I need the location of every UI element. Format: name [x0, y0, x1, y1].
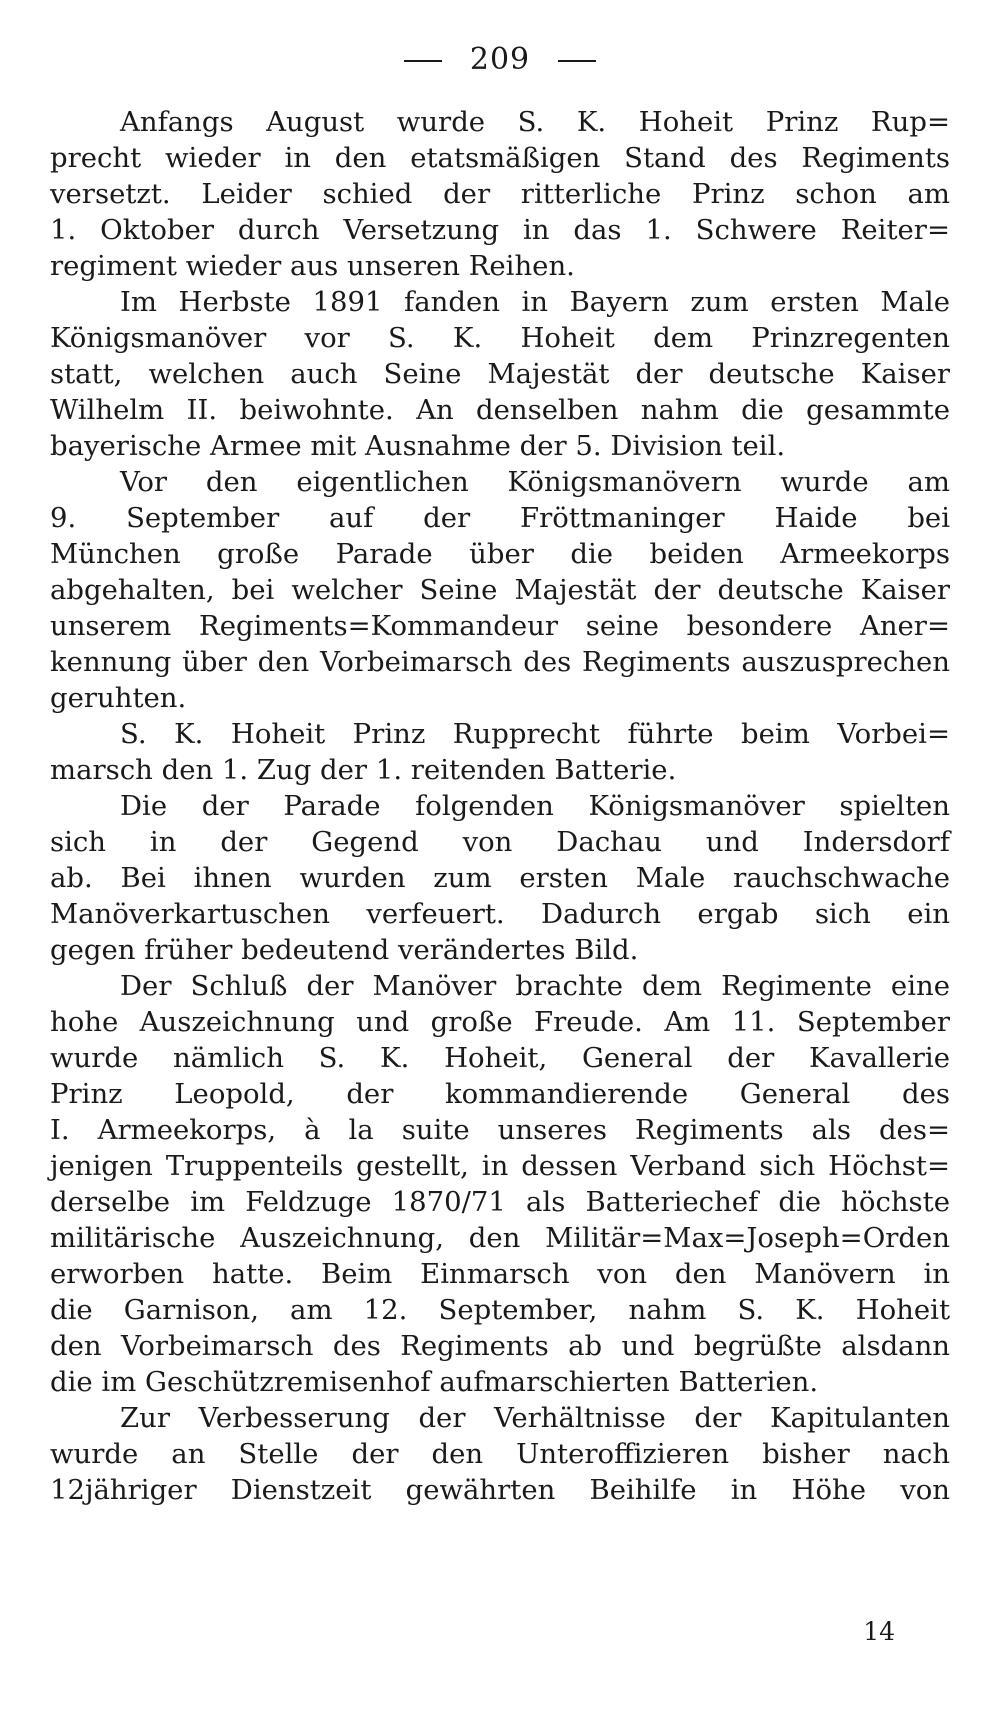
text-line: geruhten. — [50, 682, 187, 714]
text-line: ab. Bei ihnen wurden zum ersten Male rauchschwache — [50, 862, 950, 894]
text-line: S. K. Hoheit Prinz Rupprecht führte beim Vorbei= — [120, 718, 950, 750]
text-line: 12jähriger Dienstzeit gewährten Beihilfe in Höhe von — [50, 1474, 950, 1506]
text-line: statt, welchen auch Seine Majestät der deutsche Kaiser — [50, 358, 950, 390]
text-line: precht wieder in den etatsmäßigen Stand des Regiments — [50, 142, 950, 174]
text-line: 9. September auf der Fröttmaninger Haide bei — [50, 502, 950, 534]
text-line: Die der Parade folgenden Königsmanöver spielten — [120, 790, 950, 822]
header-dash-right — [558, 60, 596, 62]
text-line: hohe Auszeichnung und große Freude. Am 11. September — [50, 1006, 950, 1038]
text-line: Manöverkartuschen verfeuert. Dadurch ergab sich ein — [50, 898, 950, 930]
text-line: den Vorbeimarsch des Regiments ab und begrüßte alsdann — [50, 1330, 950, 1362]
text-line: Anfangs August wurde S. K. Hoheit Prinz Rup= — [120, 106, 950, 138]
text-line: wurde an Stelle der den Unteroffizieren bisher nach — [50, 1438, 950, 1470]
text-line: Der Schluß der Manöver brachte dem Regimente eine — [120, 970, 950, 1002]
signature-mark: 14 — [863, 1617, 895, 1646]
text-line: wurde nämlich S. K. Hoheit, General der Kavallerie — [50, 1042, 950, 1074]
page-number: 209 — [469, 42, 531, 77]
text-line: abgehalten, bei welcher Seine Majestät der deutsche Kaiser — [50, 574, 950, 606]
text-line: militärische Auszeichnung, den Militär=Max=Joseph=Orden — [50, 1222, 950, 1254]
text-line: derselbe im Feldzuge 1870/71 als Batteriechef die höchste — [50, 1186, 950, 1218]
text-line: Vor den eigentlichen Königsmanövern wurde am — [120, 466, 950, 498]
text-line: die Garnison, am 12. September, nahm S. K. Hoheit — [50, 1294, 950, 1326]
text-line: München große Parade über die beiden Armeekorps — [50, 538, 950, 570]
text-line: Zur Verbesserung der Verhältnisse der Kapitulanten — [120, 1402, 950, 1434]
text-line: Im Herbste 1891 fanden in Bayern zum ersten Male — [120, 286, 950, 318]
text-line: Prinz Leopold, der kommandierende General des — [50, 1078, 950, 1110]
text-line: die im Geschützremisenhof aufmarschierten Batterien. — [50, 1366, 819, 1398]
body-text — [50, 104, 950, 1508]
text-line: I. Armeekorps, à la suite unseres Regiments als des= — [50, 1114, 950, 1146]
text-line: erworben hatte. Beim Einmarsch von den Manövern in — [50, 1258, 950, 1290]
text-line: versetzt. Leider schied der ritterliche Prinz schon am — [50, 178, 950, 210]
text-line: bayerische Armee mit Ausnahme der 5. Division teil. — [50, 430, 786, 462]
text-line: Königsmanöver vor S. K. Hoheit dem Prinzregenten — [50, 322, 950, 354]
page-header — [0, 42, 1000, 77]
header-dash-left — [404, 60, 442, 62]
text-line: unserem Regiments=Kommandeur seine besondere Aner= — [50, 610, 950, 642]
text-line: gegen früher bedeutend verändertes Bild. — [50, 934, 639, 966]
text-line: marsch den 1. Zug der 1. reitenden Batterie. — [50, 754, 677, 786]
text-line: Wilhelm II. beiwohnte. An denselben nahm die gesammte — [50, 394, 950, 426]
text-line: sich in der Gegend von Dachau und Indersdorf — [50, 826, 950, 858]
text-line: jenigen Truppenteils gestellt, in dessen Verband sich Höchst= — [50, 1150, 950, 1182]
text-line: regiment wieder aus unseren Reihen. — [50, 250, 575, 282]
text-line: kennung über den Vorbeimarsch des Regiments auszusprechen — [50, 646, 950, 678]
text-line: 1. Oktober durch Versetzung in das 1. Schwere Reiter= — [50, 214, 950, 246]
